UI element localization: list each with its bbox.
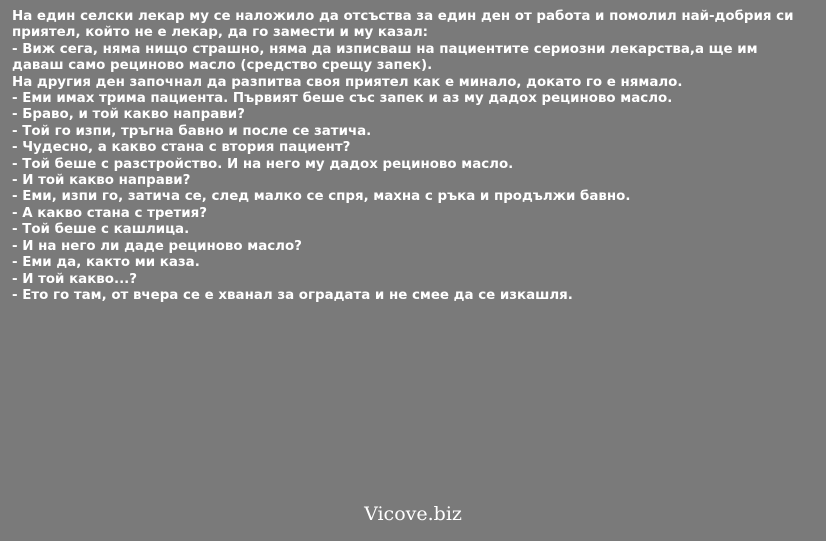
site-watermark: Vicove.biz xyxy=(364,503,462,525)
joke-line: - Еми имах трима пациента. Първият беше със запек и аз му дадох рециново масло. xyxy=(12,91,673,107)
joke-line: - И той какво...? xyxy=(12,271,138,287)
joke-line: - Чудесно, а какво стана с втория пациент? xyxy=(12,140,351,156)
joke-line: - И той какво направи? xyxy=(12,173,191,189)
joke-line: - Браво, и той какво направи? xyxy=(12,107,245,123)
joke-line: - Еми, изпи го, затича се, след малко се спря, махна с ръка и продължи бавно. xyxy=(12,189,631,205)
joke-line: - Еми да, както ми каза. xyxy=(12,255,200,271)
joke-line: На другия ден започнал да разпитва своя приятел как е минало, докато го е нямало. xyxy=(12,74,683,90)
joke-line: - Той беше с разстройство. И на него му дадох рециново масло. xyxy=(12,156,514,172)
joke-line: - Той беше с кашлица. xyxy=(12,222,190,238)
joke-line: - И на него ли даде рециново масло? xyxy=(12,238,302,254)
joke-line: - Той го изпи, тръгна бавно и после се затича. xyxy=(12,123,372,139)
joke-line: - А какво стана с третия? xyxy=(12,205,208,221)
joke-line: - Ето го там, от вчера се е хванал за оградата и не смее да се изкашля. xyxy=(12,287,573,303)
joke-line: На един селски лекар му се наложило да отсъства за един ден от работа и помолил най-добрия си приятел, който не е лекар, да го замести и му казал: xyxy=(12,9,794,41)
joke-line: - Виж сега, няма нищо страшно, няма да изписваш на пациентите сериозни лекарства,а ще им даваш само рециново масло (средство срещу запек). xyxy=(12,41,758,74)
joke-text xyxy=(12,9,812,304)
